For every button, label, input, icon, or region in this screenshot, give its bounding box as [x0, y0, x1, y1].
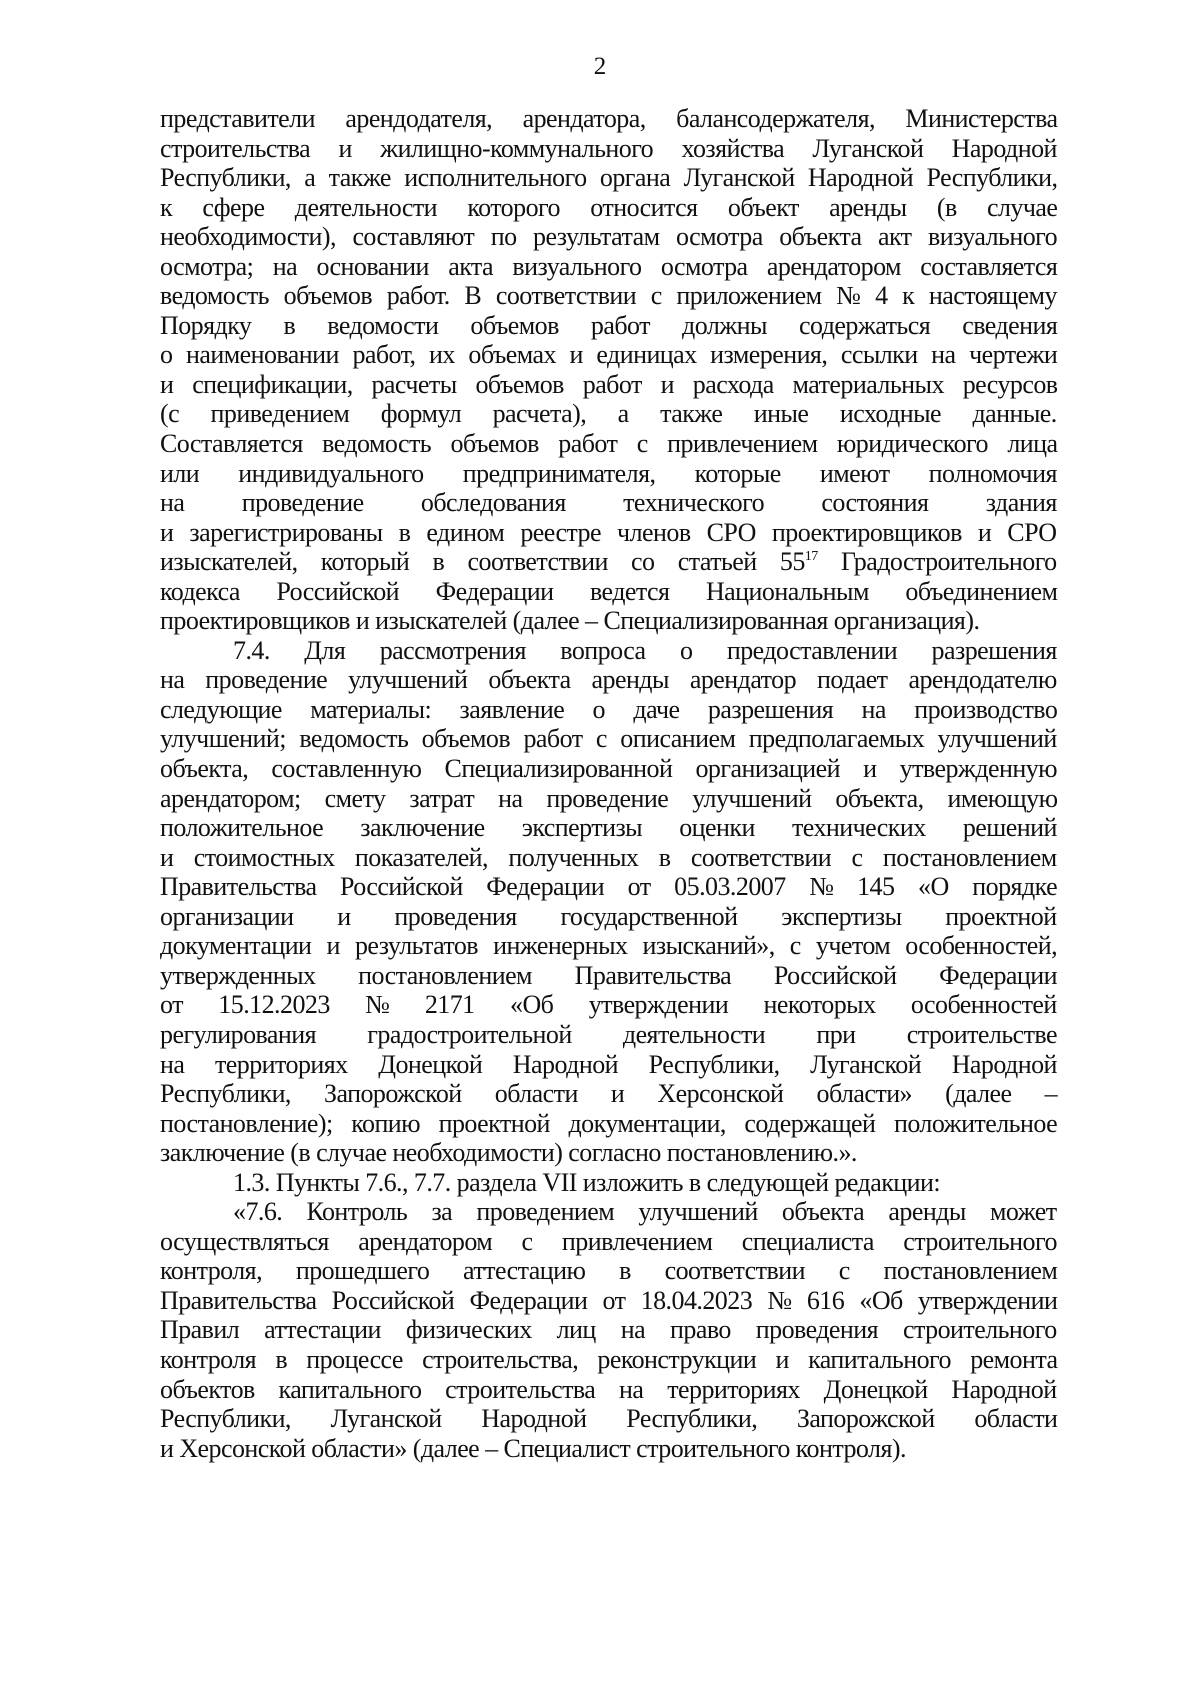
text-line [160, 636, 1057, 666]
text-line [160, 665, 1057, 695]
text-line [160, 902, 1057, 932]
text-line [160, 134, 1057, 164]
text-line [160, 961, 1057, 991]
line-text: (с приведением формул расчета), а также иные исходные данные. [160, 399, 1057, 429]
text-line [160, 104, 1057, 134]
text-line [160, 340, 1057, 370]
text-line [160, 872, 1057, 902]
line-text: регулирования градостроительной деятельности при строительстве [160, 1019, 1057, 1049]
text-line [160, 488, 1057, 518]
text-line [160, 606, 1057, 636]
text-line [160, 429, 1057, 459]
line-text: утвержденных постановлением Правительства Российской Федерации [160, 960, 1058, 990]
line-text: постановление); копию проектной документации, содержащей положительное [160, 1108, 1058, 1138]
text-line [160, 547, 1057, 577]
line-text: Республики, Запорожской области и Херсонской области» (далее – [160, 1079, 1058, 1109]
text-line [160, 1050, 1057, 1080]
line-text: кодекса Российской Федерации ведется Национальным объединением [160, 576, 1058, 606]
text-line [160, 1168, 1057, 1198]
line-text: документации и результатов инженерных изысканий», с учетом особенностей, [160, 931, 1058, 961]
text-line [160, 459, 1057, 489]
text-line [160, 1020, 1057, 1050]
text-line [160, 1109, 1057, 1139]
text-line [160, 1138, 1057, 1168]
text-line [160, 724, 1057, 754]
line-text: осмотра; на основании акта визуального осмотра арендатором составляется [160, 251, 1058, 281]
line-text: о наименовании работ, их объемах и единицах измерения, ссылки на чертежи [160, 340, 1058, 370]
line-text: Порядку в ведомости объемов работ должны содержаться сведения [160, 310, 1058, 340]
text-line [160, 222, 1057, 252]
text-line [160, 931, 1057, 961]
line-text: к сфере деятельности которого относится объект аренды (в случае [160, 192, 1058, 222]
line-text: объекта, составленную Специализированной организацией и утвержденную [160, 754, 1058, 784]
text-line [160, 1256, 1057, 1286]
line-text: и зарегистрированы в едином реестре членов СРО проектировщиков и СРО [160, 517, 1057, 547]
text-line [160, 1315, 1057, 1345]
line-text: изыскателей, который в соответствии со статьей 55 [160, 547, 805, 577]
text-line [160, 1286, 1057, 1316]
text-line [160, 754, 1057, 784]
line-text: и спецификации, расчеты объемов работ и расхода материальных ресурсов [160, 369, 1058, 399]
text-line [160, 1375, 1057, 1405]
line-text: проектировщиков и изыскателей (далее – Специализированная организация). [160, 606, 980, 636]
text-line [160, 1345, 1057, 1375]
line-text: на проведение обследования технического состояния здания [160, 488, 1057, 518]
line-text: контроля, прошедшего аттестацию в соответствии с постановлением [160, 1256, 1058, 1286]
line-text: объектов капитального строительства на территориях Донецкой Народной [160, 1374, 1057, 1404]
text-line [160, 193, 1057, 223]
line-text: «7.6. Контроль за проведением улучшений объекта аренды может [233, 1197, 1057, 1227]
line-text: 1.3. Пункты 7.6., 7.7. раздела VII изложить в следующей редакции: [233, 1167, 941, 1197]
text-line [160, 784, 1057, 814]
line-text: или индивидуального предпринимателя, которые имеют полномочия [160, 458, 1057, 488]
line-text: и Херсонской области» (далее – Специалист строительного контроля). [160, 1433, 906, 1463]
document-body [160, 104, 1057, 1463]
line-text: на проведение улучшений объекта аренды арендатор подает арендодателю [160, 665, 1057, 695]
page-number: 2 [593, 53, 607, 80]
line-text: Градостроительного [817, 547, 1057, 577]
line-text: и стоимостных показателей, полученных в соответствии с постановлением [160, 842, 1057, 872]
text-line [160, 370, 1057, 400]
line-text: Составляется ведомость объемов работ с привлечением юридического лица [160, 429, 1058, 459]
line-text: контроля в процессе строительства, реконструкции и капитального ремонта [160, 1344, 1058, 1374]
line-text: Республики, Луганской Народной Республики, Запорожской области [160, 1404, 1058, 1434]
article-superscript: 17 [804, 549, 818, 565]
line-text: положительное заключение экспертизы оценки технических решений [160, 813, 1057, 843]
text-line [160, 1197, 1057, 1227]
text-line [160, 695, 1057, 725]
line-text: ведомость объемов работ. В соответствии с приложением № 4 к настоящему [160, 281, 1057, 311]
line-text: 7.4. Для рассмотрения вопроса о предоставлении разрешения [233, 635, 1057, 665]
text-line [160, 399, 1057, 429]
text-line [160, 252, 1057, 282]
line-text: арендатором; смету затрат на проведение улучшений объекта, имеющую [160, 783, 1058, 813]
text-line [160, 281, 1057, 311]
line-text: Правительства Российской Федерации от 18.04.2023 № 616 «Об утверждении [160, 1285, 1058, 1315]
line-text: на территориях Донецкой Народной Республики, Луганской Народной [160, 1049, 1057, 1079]
line-text: заключение (в случае необходимости) согласно постановлению.». [160, 1138, 857, 1168]
line-text: Правил аттестации физических лиц на право проведения строительного [160, 1315, 1057, 1345]
text-line [160, 1227, 1057, 1257]
line-text: от 15.12.2023 № 2171 «Об утверждении некоторых особенностей [160, 990, 1057, 1020]
line-text: Республики, а также исполнительного органа Луганской Народной Республики, [160, 163, 1058, 193]
line-text: Правительства Российской Федерации от 05.03.2007 № 145 «О порядке [160, 872, 1058, 902]
text-line [160, 1434, 1057, 1464]
line-text: следующие материалы: заявление о даче разрешения на производство [160, 694, 1058, 724]
line-text: необходимости), составляют по результатам осмотра объекта акт визуального [160, 222, 1058, 252]
text-line [160, 311, 1057, 341]
text-line [160, 843, 1057, 873]
line-text: улучшений; ведомость объемов работ с описанием предполагаемых улучшений [160, 724, 1057, 754]
text-line [160, 990, 1057, 1020]
line-text: организации и проведения государственной экспертизы проектной [160, 901, 1057, 931]
text-line [160, 577, 1057, 607]
text-line [160, 813, 1057, 843]
line-text: осуществляться арендатором с привлечением специалиста строительного [160, 1226, 1057, 1256]
line-text: строительства и жилищно-коммунального хозяйства Луганской Народной [160, 133, 1057, 163]
text-line [160, 518, 1057, 548]
text-line [160, 1079, 1057, 1109]
text-line [160, 1404, 1057, 1434]
line-text: представители арендодателя, арендатора, балансодержателя, Министерства [160, 104, 1058, 133]
text-line [160, 163, 1057, 193]
